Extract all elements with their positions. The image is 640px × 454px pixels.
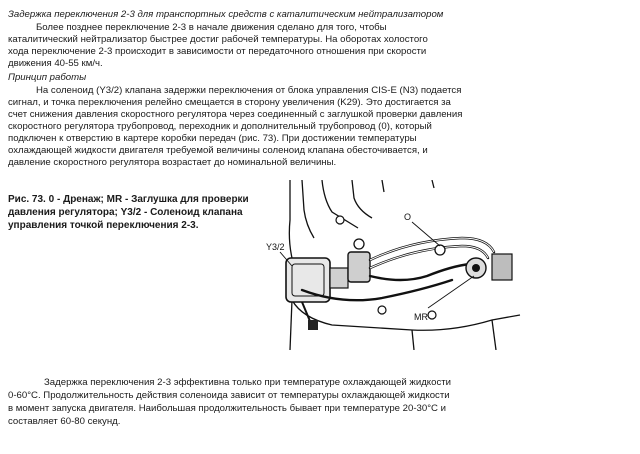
section2-line-5: подключен к отверстию в картере коробки передач (рис. 73). При достижении температуры [8, 133, 417, 144]
section2-line-1: На соленоид (Y3/2) клапана задержки переключения от блока управления CIS-E (N3) подается [36, 85, 462, 96]
section1-line-3: хода переключение 2-3 происходит в зависимости от передаточного отношения при скорости [8, 46, 427, 57]
section2-line-7: давление скоростного регулятора возрастает до номинальной величины. [8, 157, 337, 168]
section2-line-4: скоростного регулятора трубопровод, переходник и дополнительный трубопровод (0), который [8, 121, 432, 132]
section2-line-3: счет снижения давления скоростного регулятора через соединенный с заглушкой проверки давления [8, 109, 463, 120]
section1-line-1: Более позднее переключение 2-3 в начале движения сделано для того, чтобы [36, 22, 387, 33]
section2-line-6: охлаждающей жидкости двигателя требуемой величины соленоид клапана обесточивается, и [8, 145, 428, 156]
section1-line-2: каталитический нейтрализатор быстрее достиг рабочей температуры. На оборотах холостого [8, 34, 428, 45]
figure-caption-line-1: Рис. 73. 0 - Дренаж; MR - Заглушка для проверки [8, 194, 249, 205]
figure-caption-line-3: управления точкой переключения 2-3. [8, 220, 199, 231]
section1-heading: Задержка переключения 2-3 для транспортных средств с каталитическим нейтрализатором [8, 9, 444, 20]
label-o: O [404, 212, 412, 222]
section1-line-4: движения 40-55 км/ч. [8, 58, 103, 69]
section3-line-4: составляет 60-80 секунд. [8, 416, 121, 427]
section3-line-1: Задержка переключения 2-3 эффективна только при температуре охлаждающей жидкости [44, 377, 451, 388]
section3-line-3: в момент запуска двигателя. Наибольшая продолжительность бывает при температуре 20-30°C и [8, 403, 446, 414]
label-y3-2: Y3/2 [266, 242, 285, 252]
figure-73-diagram [262, 180, 522, 350]
section2-line-2: сигнал, и точка переключения релейно смещается в сторону увеличения (K29). Это достигается за [8, 97, 451, 108]
adapter-fitting [348, 239, 370, 282]
section3-line-2: 0-60°C. Продолжительность действия соленоида зависит от температуры охлаждающей жидкости [8, 390, 450, 401]
label-mr: MR [414, 312, 428, 322]
section2-heading: Принцип работы [8, 72, 87, 83]
drain-o-port [435, 245, 445, 255]
figure-caption-line-2: давления регулятора; Y3/2 - Соленоид клапана [8, 207, 243, 218]
